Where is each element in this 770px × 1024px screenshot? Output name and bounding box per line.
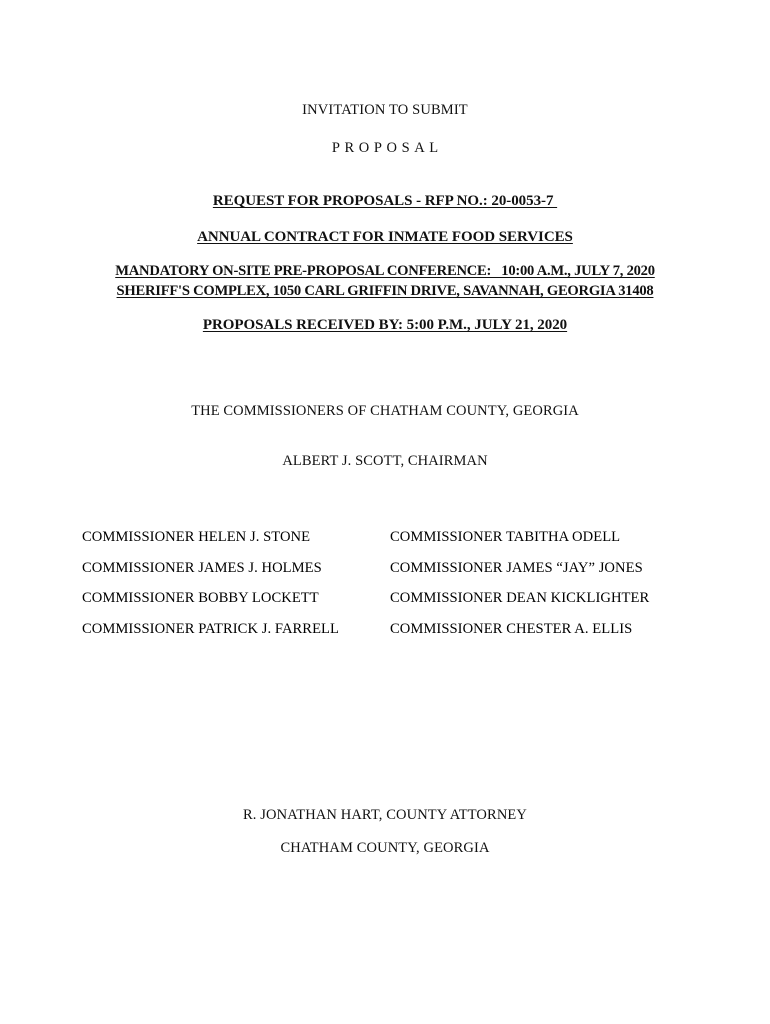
contract-title-heading-text: ANNUAL CONTRACT FOR INMATE FOOD SERVICES [197,229,573,245]
proposals-received-by-text: PROPOSALS RECEIVED BY: 5:00 P.M., JULY 21, 2020 [202,317,568,333]
rfp-number-heading-text: REQUEST FOR PROPOSALS - RFP NO.: 20-0053-7 [212,193,558,209]
commissioner-right-4: COMMISSIONER CHESTER A. ELLIS [390,621,633,637]
proposals-received-by-heading [0,318,770,333]
commissioner-left-2: COMMISSIONER JAMES J. HOLMES [82,560,322,576]
county-attorney-line: R. JONATHAN HART, COUNTY ATTORNEY [243,807,527,823]
commissioner-right-2: COMMISSIONER JAMES “JAY” JONES [390,560,643,576]
rfp-number-heading [0,194,770,209]
board-title: THE COMMISSIONERS OF CHATHAM COUNTY, GEORGIA [191,403,579,419]
invitation-to-submit-line: INVITATION TO SUBMIT [302,102,468,118]
commissioner-right-1: COMMISSIONER TABITHA ODELL [390,529,621,545]
commissioner-right-3: COMMISSIONER DEAN KICKLIGHTER [390,590,650,606]
conference-location-text: SHERIFF'S COMPLEX, 1050 CARL GRIFFIN DRIVE, SAVANNAH, GEORGIA 31408 [116,283,654,299]
conference-location-line [0,284,770,299]
commissioner-left-1: COMMISSIONER HELEN J. STONE [82,529,311,545]
contract-title-heading [0,230,770,245]
proposal-word: PROPOSAL [331,140,443,156]
pre-proposal-conference-line [0,264,770,279]
commissioner-left-3: COMMISSIONER BOBBY LOCKETT [82,590,319,606]
pre-proposal-conference-text: MANDATORY ON-SITE PRE-PROPOSAL CONFERENCE: 10:00 A.M., JULY 7, 2020 [115,263,655,279]
chairman-line: ALBERT J. SCOTT, CHAIRMAN [282,453,488,469]
jurisdiction-line: CHATHAM COUNTY, GEORGIA [280,840,490,856]
commissioner-left-4: COMMISSIONER PATRICK J. FARRELL [82,621,339,637]
